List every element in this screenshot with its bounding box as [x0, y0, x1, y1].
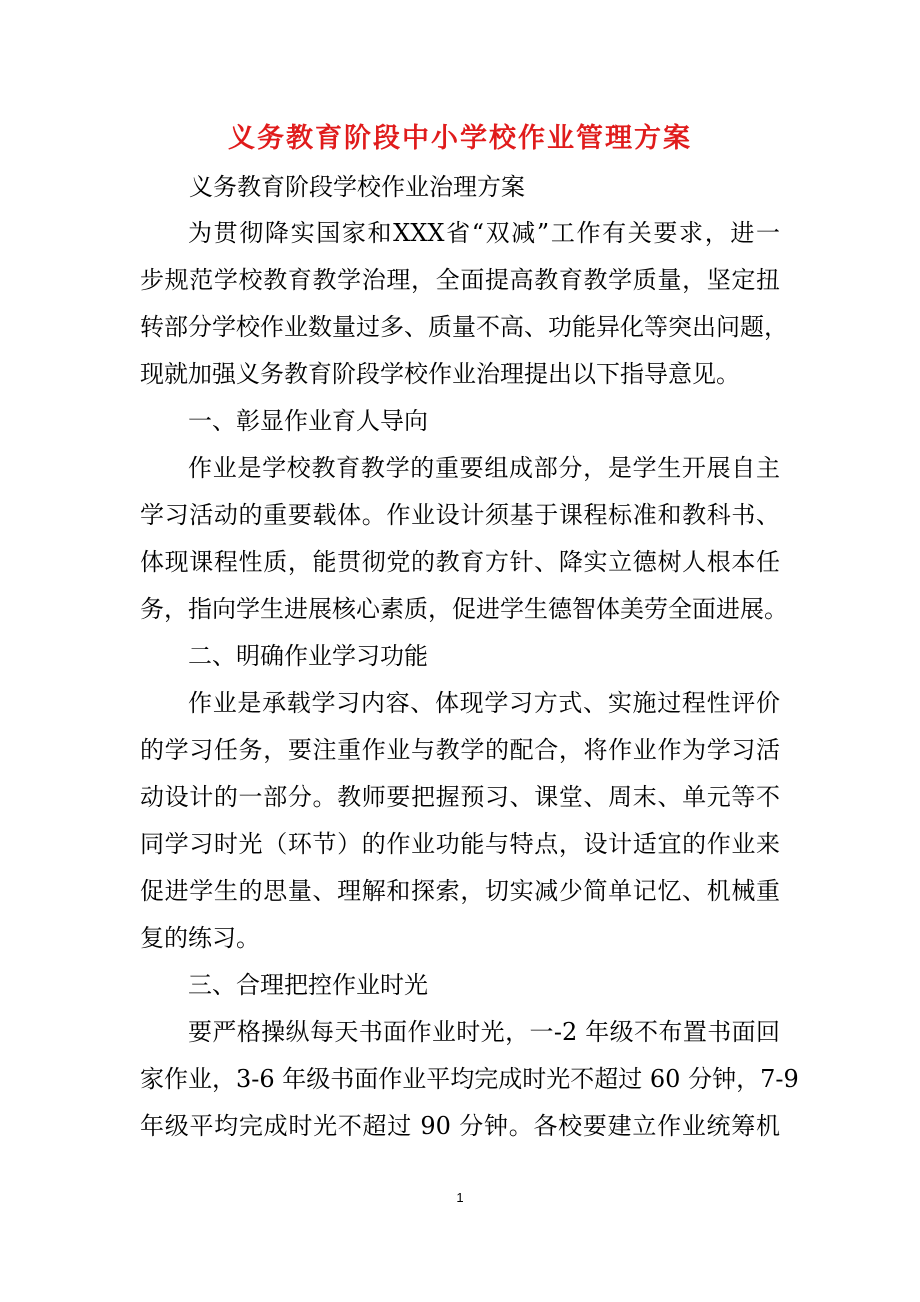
paragraph-line: 促进学生的思量、理解和探索，切实减少简单记忆、机械重: [140, 877, 780, 905]
section-heading-3: 三、合理把控作业时光: [188, 971, 428, 999]
paragraph-line: 学习活动的重要载体。作业设计须基于课程标准和教科书、: [140, 501, 780, 529]
paragraph-line: 体现课程性质，能贯彻党的教育方针、降实立德树人根本任: [140, 548, 780, 576]
page-number: 1: [456, 1190, 464, 1205]
paragraph-line: 复的练习。: [140, 924, 260, 952]
paragraph-line: 为贯彻降实国家和XXX省“双减”工作有关要求，进一: [188, 219, 780, 247]
paragraph-line: 的学习任务，要注重作业与教学的配合，将作业作为学习活: [140, 736, 780, 764]
section-heading-1: 一、彰显作业育人导向: [188, 407, 428, 435]
paragraph-line: 转部分学校作业数量过多、质量不高、功能异化等突出问题，: [140, 313, 788, 341]
paragraph-line: 同学习时光（环节）的作业功能与特点，设计适宜的作业来: [140, 830, 780, 858]
paragraph-line: 要严格操纵每天书面作业时光，一-2 年级不布置书面回: [188, 1018, 780, 1046]
paragraph-line: 务，指向学生进展核心素质，促进学生德智体美劳全面进展。: [140, 595, 788, 623]
paragraph-line: 动设计的一部分。教师要把握预习、课堂、周末、单元等不: [140, 783, 780, 811]
subtitle-line: 义务教育阶段学校作业治理方案: [189, 173, 525, 201]
section-heading-2: 二、明确作业学习功能: [188, 642, 428, 670]
paragraph-line: 作业是承载学习内容、体现学习方式、实施过程性评价: [188, 689, 780, 717]
document-title: 义务教育阶段中小学校作业管理方案: [228, 123, 692, 154]
paragraph-line: 步规范学校教育教学治理，全面提高教育教学质量，坚定扭: [140, 266, 780, 294]
paragraph-line: 作业是学校教育教学的重要组成部分，是学生开展自主: [188, 454, 780, 482]
paragraph-line: 现就加强义务教育阶段学校作业治理提出以下指导意见。: [140, 360, 740, 388]
paragraph-line: 年级平均完成时光不超过 90 分钟。各校要建立作业统筹机: [140, 1112, 780, 1140]
paragraph-line: 家作业，3-6 年级书面作业平均完成时光不超过 60 分钟，7-9: [140, 1065, 799, 1093]
